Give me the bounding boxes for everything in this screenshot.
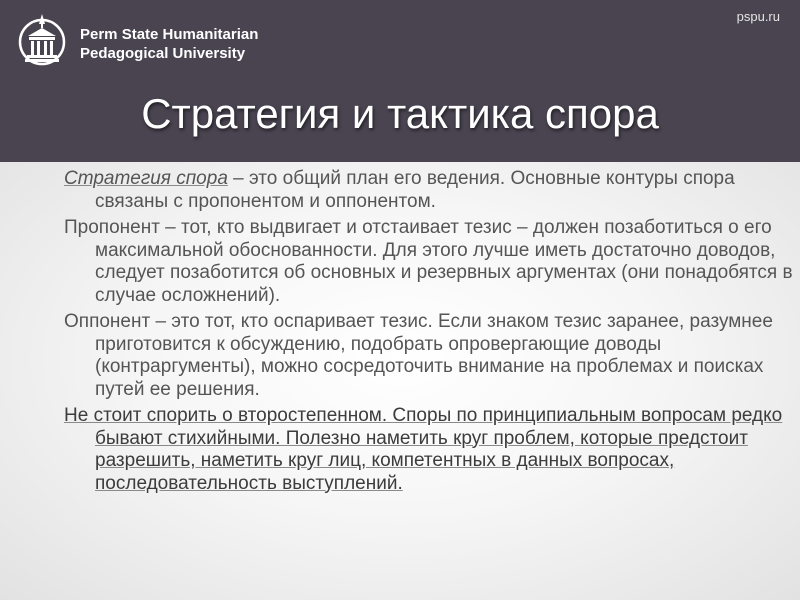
paragraph-strategy bbox=[64, 168, 794, 213]
university-building-icon bbox=[16, 12, 68, 68]
strategy-term: Стратегия спора bbox=[64, 168, 228, 189]
university-name bbox=[80, 25, 258, 63]
header-bar bbox=[0, 0, 800, 162]
paragraph-opponent: Оппонент – это тот, кто оспаривает тезис. Если знаком тезис заранее, разумнее приготовится к обсуждению, подобрать опровергающие доводы (контраргументы), можно сосредоточить внимание на проблемах и поисках путей ее решения. bbox=[64, 311, 773, 400]
slide-body bbox=[64, 168, 794, 499]
university-name-line1: Perm State Humanitarian bbox=[80, 26, 259, 43]
site-url: pspu.ru bbox=[736, 9, 780, 24]
slide-title: Стратегия и тактика спора bbox=[141, 90, 659, 137]
paragraph-proponent: Пропонент – тот, кто выдвигает и отстаивает тезис – должен позаботиться о его максимальной обоснованности. Для этого лучше иметь достаточно доводов, следует позаботится об основных и резервных аргументах (они понадобятся в случае осложнений). bbox=[64, 217, 793, 306]
strategy-definition: – это общий план его ведения. Основные контуры спора связаны с пропонентом и оппонентом. bbox=[95, 168, 735, 212]
paragraph-advice: Не стоит спорить о второстепенном. Споры по принципиальным вопросам редко бывают стихийными. Полезно наметить круг проблем, которые предстоит разрешить, наметить круг лиц, компетентных в данных вопросах, последовательность выступлений. bbox=[64, 405, 783, 494]
university-name-line2: Pedagogical University bbox=[80, 45, 246, 62]
